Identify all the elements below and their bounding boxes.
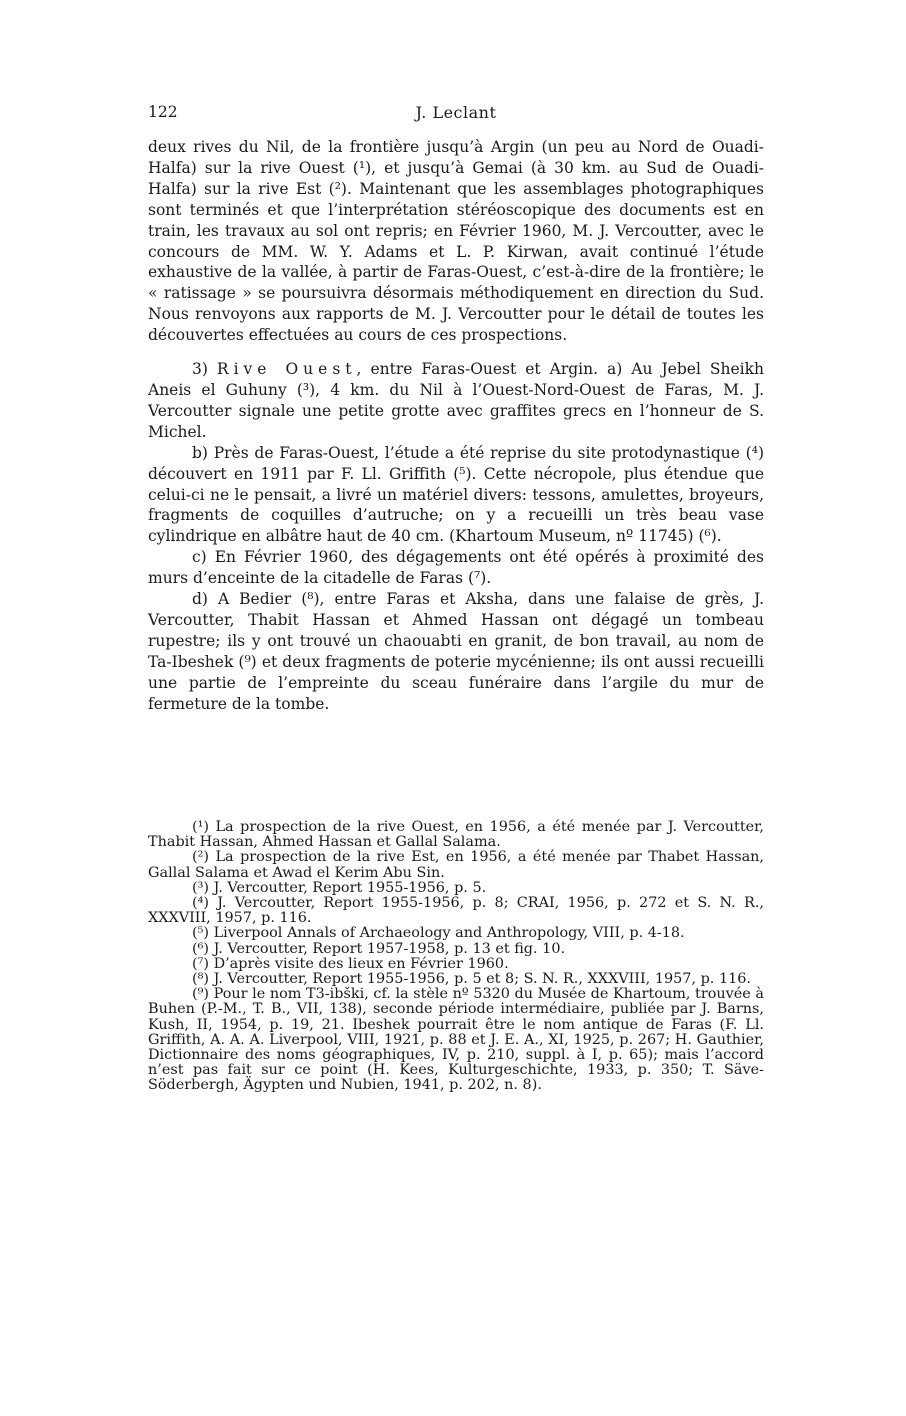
running-title: J. Leclant bbox=[415, 103, 497, 122]
footnote-3: (³) J. Vercoutter, Report 1955-1956, p. 5. bbox=[192, 879, 487, 896]
footnote-6: (⁶) J. Vercoutter, Report 1957-1958, p. 13 et fig. 10. bbox=[192, 940, 566, 957]
footnote-5: (⁵) Liverpool Annals of Archaeology and Anthropology, VIII, p. 4-18. bbox=[192, 925, 685, 942]
section-heading: Rive Ouest bbox=[216, 360, 357, 379]
footnote-2: (²) La prospection de la rive Est, en 1956, a été menée par Thabet Hassan, Gallal Salama et Awad el Kerim Abu Sin. bbox=[148, 849, 764, 881]
footnote-9: (⁹) Pour le nom T3-ibški, cf. la stèle nº 5320 du Musée de Khartoum, trouvée à Buhen (P.-M., T. B., VII, 138), seconde période intermédiaire, publiée par J. Barns, Kush, II, 1954, p. 19, 21. Ibeshek pourrait être le nom antique de Faras (F. Ll. Griffith, A. A. A. Liverpool, VIII, 1921, p. 88 et J. E. A., XI, 1925, p. 267; H. Gauthier, Dictionnaire des noms géographiques, IV, p. 210, suppl. à I, p. 65); mais l’accord n’est pas fait sur ce point (H. Kees, Kulturgeschichte, 1933, p. 350; T. Säve-Söderbergh, Ägypten und Nubien, 1941, p. 202, n. 8). bbox=[148, 986, 764, 1094]
paragraph-c: c) En Février 1960, des dégagements ont été opérés à proximité des murs d’enceinte de la citadelle de Faras (⁷). bbox=[148, 548, 764, 588]
page-header bbox=[148, 103, 764, 127]
footnote-7: (⁷) D’après visite des lieux en Février 1960. bbox=[192, 955, 509, 972]
footnote-4: (⁴) J. Vercoutter, Report 1955-1956, p. 8; CRAI, 1956, p. 272 et S. N. R., XXXVIII, 1957, p. 116. bbox=[148, 895, 764, 927]
paragraph-b: b) Près de Faras-Ouest, l’étude a été reprise du site protodynastique (⁴) découvert en 1911 par F. Ll. Griffith (⁵). Cette nécropole, plus étendue que celui-ci ne le pensait, a livré un matériel divers: tessons, amulettes, broyeurs, fragments de coquilles d’autruche; on y a recueilli un très beau vase cylindrique en albâtre haut de 40 cm. (Khartoum Museum, nº 11745) (⁶). bbox=[148, 443, 764, 546]
section-text: , entre Faras-Ouest et Argin. a) Au Jebel Sheikh Aneis el Guhuny (³), 4 km. du Nil à l’Ouest-Nord-Ouest de Faras, M. J. Vercoutter signale une petite grotte avec graffites grecs en l’honneur de S. Michel. bbox=[148, 360, 765, 441]
paragraph-intro: deux rives du Nil, de la frontière jusqu’à Argin (un peu au Nord de Ouadi-Halfa) sur la rive Ouest (¹), et jusqu’à Gemai (à 30 km. au Sud de Ouadi-Halfa) sur la rive Est (²). Maintenant que les assemblages photographiques sont terminés et que l’interprétation stéréoscopique des documents est en train, les travaux au sol ont repris; en Février 1960, M. J. Vercoutter, avec le concours de MM. W. Y. Adams et L. P. Kirwan, avait continué l’étude exhaustive de la vallée, à partir de Faras-Ouest, c’est-à-dire de la frontière; le « ratissage » se poursuivra désormais méthodiquement en direction du Sud. Nous renvoyons aux rapports de M. J. Vercoutter pour le détail de toutes les découvertes effectuées au cours de ces prospections. bbox=[148, 138, 764, 345]
page-number: 122 bbox=[148, 103, 178, 121]
footnote-1: (¹) La prospection de la rive Ouest, en 1956, a été menée par J. Vercoutter, Thabit Hassan, Ahmed Hassan et Gallal Salama. bbox=[148, 819, 764, 851]
footnotes bbox=[148, 820, 764, 1094]
body-text bbox=[148, 137, 764, 714]
footnote-8: (⁸) J. Vercoutter, Report 1955-1956, p. 5 et 8; S. N. R., XXXVIII, 1957, p. 116. bbox=[192, 971, 751, 988]
section-number: 3) bbox=[192, 360, 208, 379]
paragraph-d: d) A Bedier (⁸), entre Faras et Aksha, dans une falaise de grès, J. Vercoutter, Thabit Hassan et Ahmed Hassan ont dégagé un tombeau rupestre; ils y ont trouvé un chaouabti en granit, de bon travail, au nom de Ta-Ibeshek (⁹) et deux fragments de poterie mycénienne; ils ont aussi recueilli une partie de l’empreinte du sceau funéraire dans l’argile du mur de fermeture de la tombe. bbox=[148, 590, 764, 713]
paragraph-rive-ouest bbox=[148, 359, 764, 443]
